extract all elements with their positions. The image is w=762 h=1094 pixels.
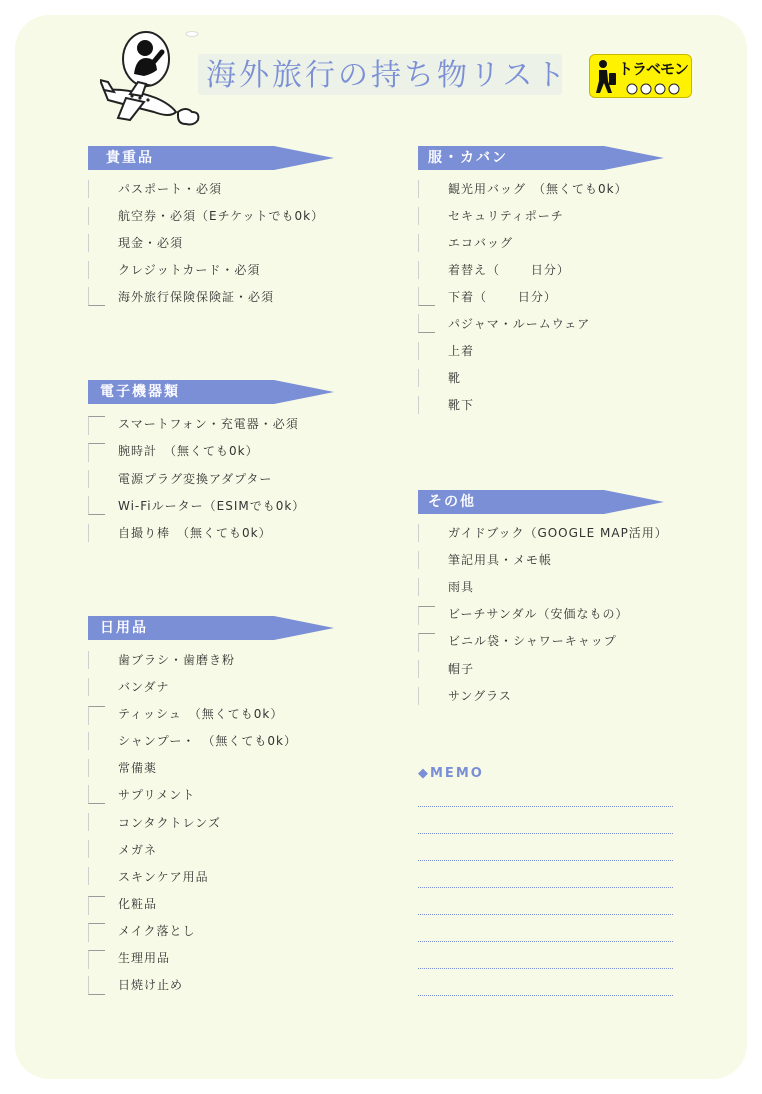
checklist-item: シャンプー・ （無くても0k） <box>118 734 297 748</box>
checkbox[interactable] <box>88 759 105 777</box>
checklist-item: 靴下 <box>448 398 475 412</box>
checklist-item: 常備薬 <box>118 761 158 775</box>
checkbox[interactable] <box>418 687 435 705</box>
section-header-valuables <box>88 146 334 170</box>
checklist-item: エコバッグ <box>448 236 514 250</box>
checklist-item: 下着（ 日分） <box>448 290 557 304</box>
memo-line[interactable] <box>418 995 673 996</box>
checkbox[interactable] <box>88 180 105 198</box>
checkbox[interactable] <box>88 651 105 669</box>
checklist-item: サングラス <box>448 689 512 703</box>
checklist-item: 靴 <box>448 371 462 385</box>
checkbox[interactable] <box>88 813 105 831</box>
checklist-item: ビーチサンダル（安価なもの） <box>448 607 629 621</box>
checkbox[interactable] <box>88 976 105 995</box>
section-title: 服・カバン <box>428 150 508 166</box>
section-header-electronics <box>88 380 334 404</box>
checkbox[interactable] <box>418 234 435 252</box>
checkbox[interactable] <box>418 551 435 569</box>
checkbox[interactable] <box>88 950 105 969</box>
memo-line[interactable] <box>418 914 673 915</box>
traveler-airplane-illustration <box>100 28 204 128</box>
checkbox[interactable] <box>418 369 435 387</box>
checklist-item: 着替え（ 日分） <box>448 263 570 277</box>
checklist-item: 現金・必須 <box>118 236 184 250</box>
checkbox[interactable] <box>88 923 105 942</box>
checkbox[interactable] <box>88 732 105 750</box>
checkbox[interactable] <box>88 896 105 915</box>
checkbox[interactable] <box>418 207 435 225</box>
checkbox[interactable] <box>88 496 105 515</box>
checkbox[interactable] <box>418 314 435 333</box>
section-header-other <box>418 490 664 514</box>
checklist-item: 日焼け止め <box>118 978 184 992</box>
travemon-logo <box>589 54 692 98</box>
memo-title: ◆MEMO <box>418 766 484 781</box>
checklist-item: 生理用品 <box>118 951 171 965</box>
checklist-item: 電源プラグ変換アダプター <box>118 472 273 486</box>
checkbox[interactable] <box>88 416 105 435</box>
checkbox[interactable] <box>418 633 435 652</box>
checkbox[interactable] <box>88 287 105 306</box>
section-title: その他 <box>428 494 476 510</box>
checklist-item: 腕時計 （無くても0k） <box>118 444 259 458</box>
checklist-item: 化粧品 <box>118 897 158 911</box>
checkbox[interactable] <box>418 606 435 625</box>
section-title: 電子機器類 <box>100 384 180 400</box>
checklist-item: バンダナ <box>118 680 170 694</box>
checkbox[interactable] <box>418 396 435 414</box>
checkbox[interactable] <box>88 706 105 725</box>
checklist-item: セキュリティポーチ <box>448 209 564 223</box>
section-header-daily <box>88 616 334 640</box>
memo-line[interactable] <box>418 806 673 807</box>
checklist-item: ビニル袋・シャワーキャップ <box>448 634 617 648</box>
checklist-item: 歯ブラシ・歯磨き粉 <box>118 653 236 667</box>
checklist-item: 雨具 <box>448 580 475 594</box>
section-title: 日用品 <box>100 620 148 636</box>
logo-text: トラベモン <box>618 60 689 78</box>
memo-line[interactable] <box>418 887 673 888</box>
checkbox[interactable] <box>418 261 435 279</box>
checklist-item: 帽子 <box>448 662 475 676</box>
section-header-clothes <box>418 146 664 170</box>
checklist-item: スキンケア用品 <box>118 870 209 884</box>
checklist-item: コンタクトレンズ <box>118 816 221 830</box>
checkbox[interactable] <box>418 180 435 198</box>
checkbox[interactable] <box>418 524 435 542</box>
checklist-item: 観光用バッグ （無くても0k） <box>448 182 628 196</box>
walking-traveler-icon <box>594 59 618 95</box>
checkbox[interactable] <box>418 660 435 678</box>
checklist-item: 上着 <box>448 344 475 358</box>
checklist-item: パスポート・必須 <box>118 182 223 196</box>
checkbox[interactable] <box>88 524 105 542</box>
checkbox[interactable] <box>88 470 105 488</box>
checklist-item: ガイドブック（GOOGLE MAP活用） <box>448 526 668 540</box>
checkbox[interactable] <box>418 287 435 306</box>
checklist-item: 筆記用具・メモ帳 <box>448 553 553 567</box>
memo-line[interactable] <box>418 833 673 834</box>
checklist-item: ティッシュ （無くても0k） <box>118 707 284 721</box>
checkbox[interactable] <box>418 342 435 360</box>
checkbox[interactable] <box>88 234 105 252</box>
logo-dots <box>626 83 688 95</box>
checkbox[interactable] <box>88 785 105 804</box>
checkbox[interactable] <box>88 867 105 885</box>
memo-line[interactable] <box>418 941 673 942</box>
checklist-item: 航空券・必須（Eチケットでも0k） <box>118 209 325 223</box>
checklist-item: サプリメント <box>118 788 196 802</box>
checklist-item: 海外旅行保険保険証・必須 <box>118 290 275 304</box>
checklist-item: Wi-Fiルーター（ESIMでも0k） <box>118 499 306 513</box>
checklist-item: クレジットカード・必須 <box>118 263 261 277</box>
checkbox[interactable] <box>418 578 435 596</box>
memo-line[interactable] <box>418 968 673 969</box>
memo-line[interactable] <box>418 860 673 861</box>
checkbox[interactable] <box>88 678 105 696</box>
page-title: 海外旅行の持ち物リスト <box>206 58 569 93</box>
section-title: 貴重品 <box>106 150 154 166</box>
checkbox[interactable] <box>88 207 105 225</box>
checklist-item: スマートフォン・充電器・必須 <box>118 417 299 431</box>
checkbox[interactable] <box>88 840 105 858</box>
checklist-item: メガネ <box>118 843 158 857</box>
checklist-item: メイク落とし <box>118 924 196 938</box>
checklist-sheet <box>15 15 747 1079</box>
checklist-item: 自撮り棒 （無くても0k） <box>118 526 272 540</box>
checkbox[interactable] <box>88 261 105 279</box>
checkbox[interactable] <box>88 443 105 462</box>
checklist-item: パジャマ・ルームウェア <box>448 317 591 331</box>
